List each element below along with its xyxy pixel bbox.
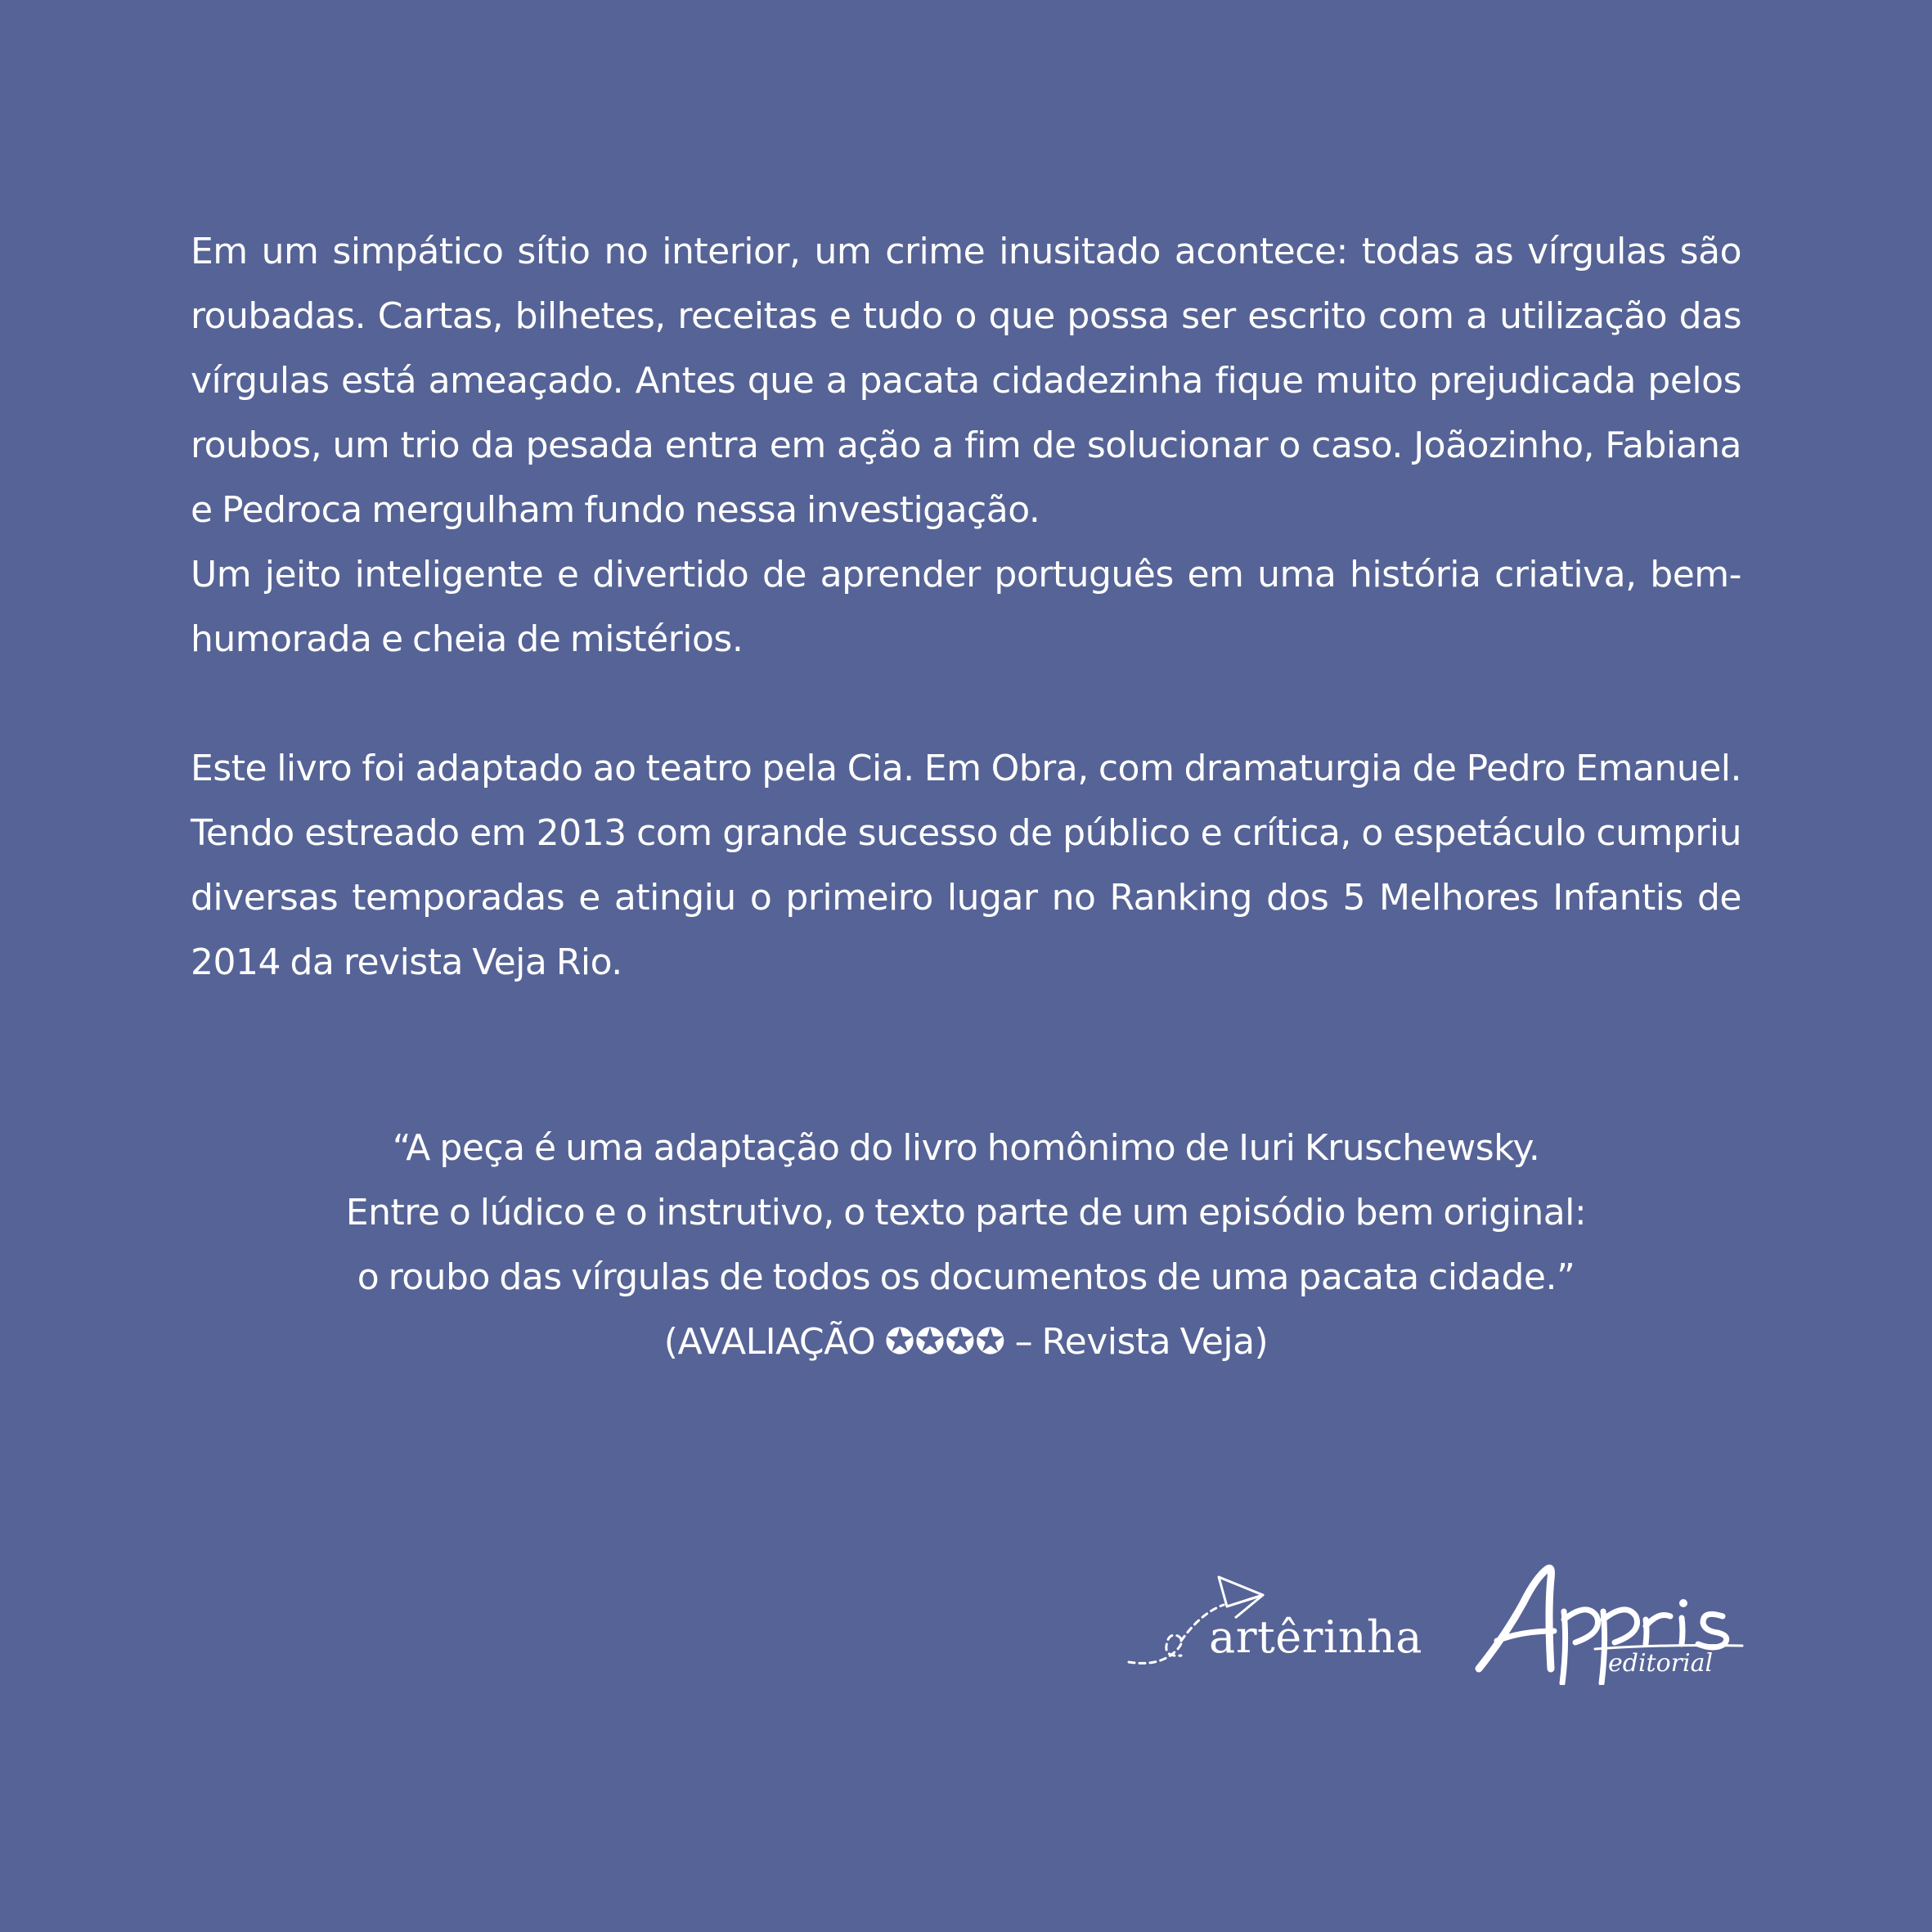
review-rating <box>191 1310 1741 1374</box>
synopsis-paragraph-3: Este livro foi adaptado ao teatro pela Cia. Em Obra, com dramaturgia de Pedro Emanuel. Tendo estreado em 2013 com grande sucesso de público e crítica, o espetáculo cumpriu diversas temporadas e atingiu o primeiro lugar no Ranking dos 5 Melhores Infantis de 2014 da revista Veja Rio. <box>191 748 1741 983</box>
review-line-2: Entre o lúdico e o instrutivo, o texto parte de um episódio bem original: <box>345 1192 1587 1233</box>
rating-source: – Revista Veja) <box>1005 1321 1269 1363</box>
paragraph-spacer <box>191 672 1741 736</box>
synopsis-block <box>191 219 1741 995</box>
arterinha-logo <box>1127 1570 1422 1677</box>
arterinha-wordmark: artêrinha <box>1209 1611 1422 1663</box>
review-line-1: “A peça é uma adaptação do livro homônimo de Iuri Kruschewsky. <box>392 1127 1540 1169</box>
review-line-3: o roubo das vírgulas de todos os documentos de uma pacata cidade.” <box>357 1256 1575 1298</box>
review-quote <box>191 1116 1741 1374</box>
rating-prefix: (AVALIAÇÃO <box>663 1321 885 1363</box>
synopsis-paragraph-1: Em um simpático sítio no interior, um crime inusitado acontece: todas as vírgulas são roubadas. Cartas, bilhetes, receitas e tudo o que possa ser escrito com a utilização das vírgulas está ameaçado. Antes que a pacata cidadezinha fique muito prejudicada pelos roubos, um trio da pesada entra em ação a fim de solucionar o caso. Joãozinho, Fabiana e Pedroca mergulham fundo nessa investigação. <box>191 231 1741 531</box>
appris-subtitle: editorial <box>1608 1649 1714 1678</box>
synopsis-paragraph-2: Um jeito inteligente e divertido de aprender português em uma história criativa, bem-humorada e cheia de mistérios. <box>191 554 1741 660</box>
rating-stars: ✪✪✪✪ <box>884 1321 1006 1363</box>
appris-logo <box>1472 1562 1750 1685</box>
